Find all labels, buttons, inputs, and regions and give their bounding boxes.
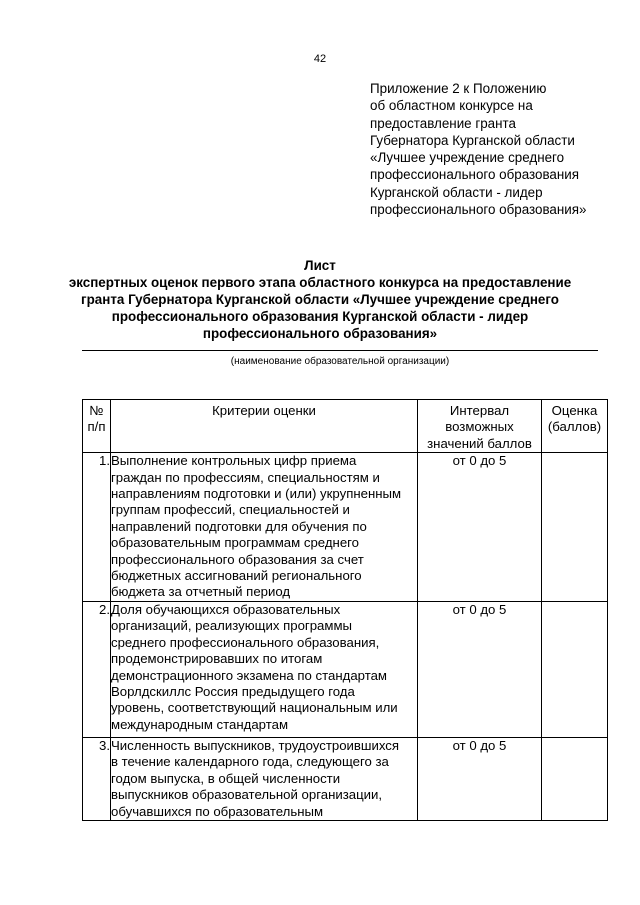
header-interval-line: значений баллов (427, 435, 532, 451)
appendix-line: профессионального образования» (370, 202, 587, 218)
appendix-line: «Лучшее учреждение среднего (370, 150, 565, 166)
header-criteria: Критерии оценки (111, 400, 418, 453)
score-cell[interactable] (542, 737, 608, 820)
score-interval: от 0 до 5 (418, 453, 542, 602)
criterion-line: Выполнение контрольных цифр приема (111, 453, 357, 469)
criterion-line: годом выпуска, в общей численности (111, 770, 341, 786)
header-interval-line: возможных (445, 419, 514, 435)
appendix-line: Курганской области - лидер (370, 184, 543, 200)
title-line: профессионального образования» (202, 326, 438, 341)
header-num (83, 400, 111, 453)
criterion-text (111, 737, 418, 820)
criterion-line: профессионального образования за счет (111, 551, 364, 567)
criterion-line: уровень, соответствующий национальным или (111, 700, 398, 716)
score-interval: от 0 до 5 (418, 737, 542, 820)
appendix-line: Губернатора Курганской области (370, 132, 575, 148)
criterion-line: международным стандартам (111, 716, 289, 732)
row-number: 2. (83, 601, 111, 737)
criteria-table (82, 399, 608, 821)
title-line: профессионального образования Курганской области - лидер (111, 309, 529, 324)
organization-name-line (82, 350, 598, 351)
criterion-text (111, 601, 418, 737)
appendix-note (370, 80, 620, 218)
criterion-line: бюджетных ассигнований регионального (111, 568, 362, 584)
appendix-line: предоставление гранта (370, 115, 516, 131)
appendix-line: профессионального образования (370, 167, 579, 183)
document-heading: Лист (304, 258, 336, 273)
header-interval-line: Интервал (449, 403, 510, 418)
criterion-line: граждан по профессиям, специальностям и (111, 469, 380, 485)
header-interval (418, 400, 542, 453)
document-title (40, 274, 600, 342)
criterion-line: демонстрационного экзамена по стандартам (111, 667, 388, 683)
table-row (83, 737, 608, 820)
criterion-line: направлениям подготовки и (или) укрупненным (111, 486, 402, 502)
row-number: 1. (83, 453, 111, 602)
row-number: 3. (83, 737, 111, 820)
appendix-line: Приложение 2 к Положению (370, 81, 547, 96)
criterion-line: выпускников образовательной организации, (111, 787, 383, 803)
criterion-line: среднего профессионального образования, (111, 634, 380, 650)
score-cell[interactable] (542, 453, 608, 602)
criterion-line: бюджета за отчетный период (111, 584, 291, 600)
criterion-line: Доля обучающихся образовательных (111, 601, 341, 617)
appendix-line: об областном конкурсе на (370, 98, 533, 114)
table-row (83, 453, 608, 602)
criterion-line: Ворлдскиллс Россия предыдущего года (111, 683, 355, 699)
criterion-line: направлений подготовки для обучения по (111, 518, 367, 534)
header-num-line: № (89, 403, 104, 418)
score-interval: от 0 до 5 (418, 601, 542, 737)
table-header-row (83, 400, 608, 453)
criterion-text (111, 453, 418, 602)
header-score-line: (баллов) (547, 419, 602, 435)
score-cell[interactable] (542, 601, 608, 737)
criterion-line: обучавшихся по образовательным (111, 803, 324, 819)
organization-caption: (наименование образовательной организации) (230, 356, 450, 367)
header-score (542, 400, 608, 453)
title-line: гранта Губернатора Курганской области «Лучшее учреждение среднего (81, 292, 559, 307)
criterion-line: образовательным программам среднего (111, 535, 360, 551)
header-score-line: Оценка (551, 403, 598, 418)
table-row (83, 601, 608, 737)
header-num-line: п/п (87, 419, 106, 435)
criterion-line: группам профессий, специальностей и (111, 502, 350, 518)
criterion-line: продемонстрировавших по итогам (111, 651, 323, 667)
criterion-line: Численность выпускников, трудоустроившихся (111, 737, 400, 753)
criterion-line: в течение календарного года, следующего за (111, 754, 389, 770)
criterion-line: организаций, реализующих программы (111, 618, 352, 634)
page-number: 42 (313, 53, 327, 65)
title-line: экспертных оценок первого этапа областного конкурса на предоставление (68, 275, 572, 290)
